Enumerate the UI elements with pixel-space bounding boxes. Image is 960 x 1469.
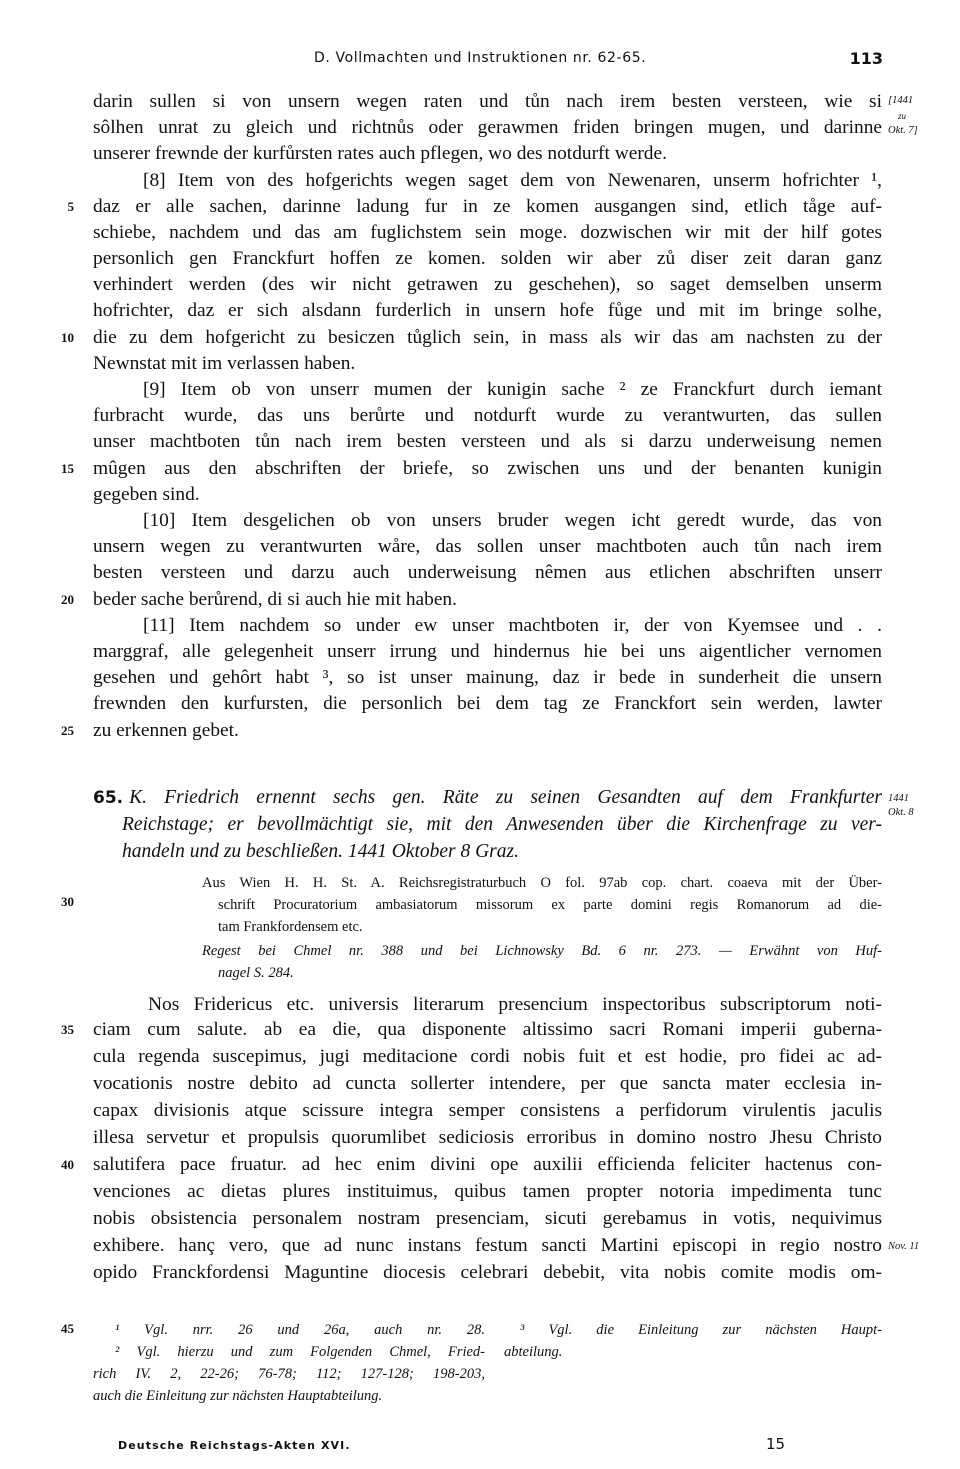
- footer-title: Deutsche Reichstags-Akten XVI.: [118, 1439, 351, 1452]
- body-line: daz er alle sachen, darinne ladung fur in ze komen ausgangen sind, etlich tåge auf-: [93, 196, 882, 217]
- source-line: tam Frankfordensem etc.: [218, 919, 363, 935]
- doc-line: capax divisionis atque scissure integra semper consistens a perfidorum virulentis jaculis: [93, 1100, 882, 1121]
- body-line: marggraf, alle gelegenheit unserr irrung und hindernus hie bei uns aigentlicher vernomen: [93, 641, 882, 662]
- doc65-title-line: Reichstage; er bevollmächtigt sie, mit den Anwesenden über die Kirchenfrage zu ver-: [122, 814, 882, 835]
- line-number: 40: [61, 1157, 74, 1172]
- body-line: sôlhen unrat zu gleich und richtnůs oder gerawmen friden bringen mugen, und darinne: [93, 117, 882, 138]
- doc-line: nobis obsistencia personalem nostram presenciam, sicuti gerebamus in votis, nequivimus: [93, 1208, 882, 1229]
- margin-nov11: Nov. 11: [888, 1241, 920, 1252]
- body-line: die zu dem hofgericht zu besiczen tůglich sein, in mass als wir das am nachsten zu der: [93, 327, 882, 348]
- body-line: besten versteen und darzu auch underweisung nêmen aus etlichen abschriften unserr: [93, 562, 882, 583]
- margin-date-zu: zu: [898, 111, 907, 121]
- body-line: verhindert werden (des wir nicht getrawen zu geschehen), so saget demselben unserm: [93, 274, 882, 295]
- body-line: mûgen aus den abschriften der briefe, so zwischen uns und der benanten kunigin: [93, 458, 882, 479]
- line-number: 25: [61, 723, 74, 738]
- doc-line: cula regenda suscepimus, jugi meditacione cordi nobis fuit et est hodie, pro fidei ac ad-: [93, 1046, 882, 1067]
- footnote-1: ¹ Vgl. nrr. 26 und 26a, auch nr. 28.: [115, 1322, 485, 1338]
- margin-doc65-year: 1441: [888, 793, 909, 804]
- body-line: zu erkennen gebet.: [93, 720, 239, 741]
- body-line: [11] Item nachdem so under ew unser machtboten ir, der von Kyemsee und . .: [143, 615, 882, 636]
- body-line: furbracht wurde, das uns berůrte und notdurft wurde zu verantwurten, das sullen: [93, 405, 882, 426]
- margin-date-okt: Okt. 7]: [888, 125, 918, 136]
- body-line: beder sache berůrend, di si auch hie mit haben.: [93, 589, 457, 610]
- page-number: 113: [849, 49, 883, 68]
- doc-line: salutifera pace fruatur. ad hec enim divini ope auxilii efficienda feliciter hactenus con-: [93, 1154, 882, 1175]
- doc-line: ciam cum salute. ab ea die, qua disponente altissimo sacri Romani imperii guberna-: [93, 1019, 882, 1040]
- doc-line: venciones ac dietas plures instituimus, quibus tamen propter notoria impedimenta tunc: [93, 1181, 882, 1202]
- body-line: [9] Item ob von unserr mumen der kunigin sache ² ze Franckfurt durch iemant: [143, 379, 882, 400]
- margin-doc65-day: Okt. 8: [888, 807, 914, 818]
- source-line: schrift Procuratorium ambasiatorum missorum ex parte domini regis Romanorum ad die-: [218, 897, 882, 913]
- page-header: [0, 50, 960, 74]
- body-line: gesehen und gehôrt habt ³, so ist unser mainung, daz ir bede in sunderheit die unsern: [93, 667, 882, 688]
- footnote-2-cont: rich IV. 2, 22-26; 76-78; 112; 127-128; 198-203,: [93, 1366, 485, 1382]
- footnote-3-cont: abteilung.: [504, 1344, 563, 1360]
- body-line: gegeben sind.: [93, 484, 200, 505]
- body-line: [10] Item desgelichen ob von unsers bruder wegen icht geredt wurde, das von: [143, 510, 882, 531]
- running-head: D. Vollmachten und Instruktionen nr. 62-65.: [314, 50, 647, 66]
- doc65-number: 65.: [93, 788, 124, 808]
- body-line: unserer frewnde der kurfůrsten rates auch pflegen, wo des notdurft werde.: [93, 143, 667, 164]
- body-line: hofrichter, daz er sich alsdann furderlich in unsern hofe fůge und mit im bringe solhe,: [93, 300, 882, 321]
- source-line: Aus Wien H. H. St. A. Reichsregistraturbuch O fol. 97ab cop. chart. coaeva mit der Über-: [202, 875, 882, 891]
- body-line: frewnden den kurfursten, die personlich bei dem tag ze Franckfort sein werden, lawter: [93, 693, 882, 714]
- line-number: 20: [61, 592, 74, 607]
- line-number: 10: [61, 330, 74, 345]
- line-number: 45: [61, 1321, 74, 1336]
- footnote-2: ² Vgl. hierzu und zum Folgenden Chmel, Fried-: [115, 1344, 485, 1360]
- line-number: 5: [67, 199, 74, 214]
- line-number: 30: [61, 894, 74, 909]
- doc-line: exhibere. hanç vero, que ad nunc instans festum sancti Martini episcopi in regio nostro: [93, 1235, 882, 1256]
- footer-signature: 15: [766, 1435, 786, 1453]
- body-line: personlich gen Franckfurt hoffen ze komen. solden wir aber zů diser zeit daran ganz: [93, 248, 882, 269]
- body-line: unser machtboten tůn nach irem besten versteen und als si darzu underweisung nemen: [93, 431, 882, 452]
- doc-line: Nos Fridericus etc. universis literarum presencium inspectoribus subscriptorum noti-: [148, 994, 882, 1015]
- doc65-title-line: handeln und zu beschließen. 1441 Oktober 8 Graz.: [122, 841, 519, 862]
- doc-line: vocationis nostre debito ad cuncta sollerter intendere, per que sancta mater ecclesia in-: [93, 1073, 882, 1094]
- body-line: unsern wegen zu verantwurten wåre, das sollen unser machtboten auch tůn nach irem: [93, 536, 882, 557]
- line-number: 15: [61, 461, 74, 476]
- doc65-title-line: 65. K. Friedrich ernennt sechs gen. Räte zu seinen Gesandten auf dem Frankfurter: [93, 787, 882, 808]
- margin-date-year: [1441: [888, 95, 914, 106]
- footnote-2-cont: auch die Einleitung zur nächsten Hauptabteilung.: [93, 1388, 383, 1404]
- source-line: Regest bei Chmel nr. 388 und bei Lichnowsky Bd. 6 nr. 273. — Erwähnt von Huf-: [202, 943, 882, 959]
- doc-line: opido Franckfordensi Maguntine diocesis celebrari debebit, vita nobis comite modis om-: [93, 1262, 882, 1283]
- body-line: Newnstat mit im verlassen haben.: [93, 353, 356, 374]
- line-number: 35: [61, 1022, 74, 1037]
- body-line: schiebe, nachdem und das am fuglichstem sein moge. dozwischen wir mit der hilf gotes: [93, 222, 882, 243]
- source-line: nagel S. 284.: [218, 965, 294, 981]
- footnote-3: ³ Vgl. die Einleitung zur nächsten Haupt-: [520, 1322, 882, 1338]
- body-line: [8] Item von des hofgerichts wegen saget dem von Newenaren, unserm hofrichter ¹,: [143, 170, 882, 191]
- body-line: darin sullen si von unsern wegen raten und tůn nach irem besten versteen, wie si: [93, 91, 882, 112]
- doc-line: illesa servetur et propulsis quorumlibet sediciosis erroribus in domino nostro Jhesu Christo: [93, 1127, 882, 1148]
